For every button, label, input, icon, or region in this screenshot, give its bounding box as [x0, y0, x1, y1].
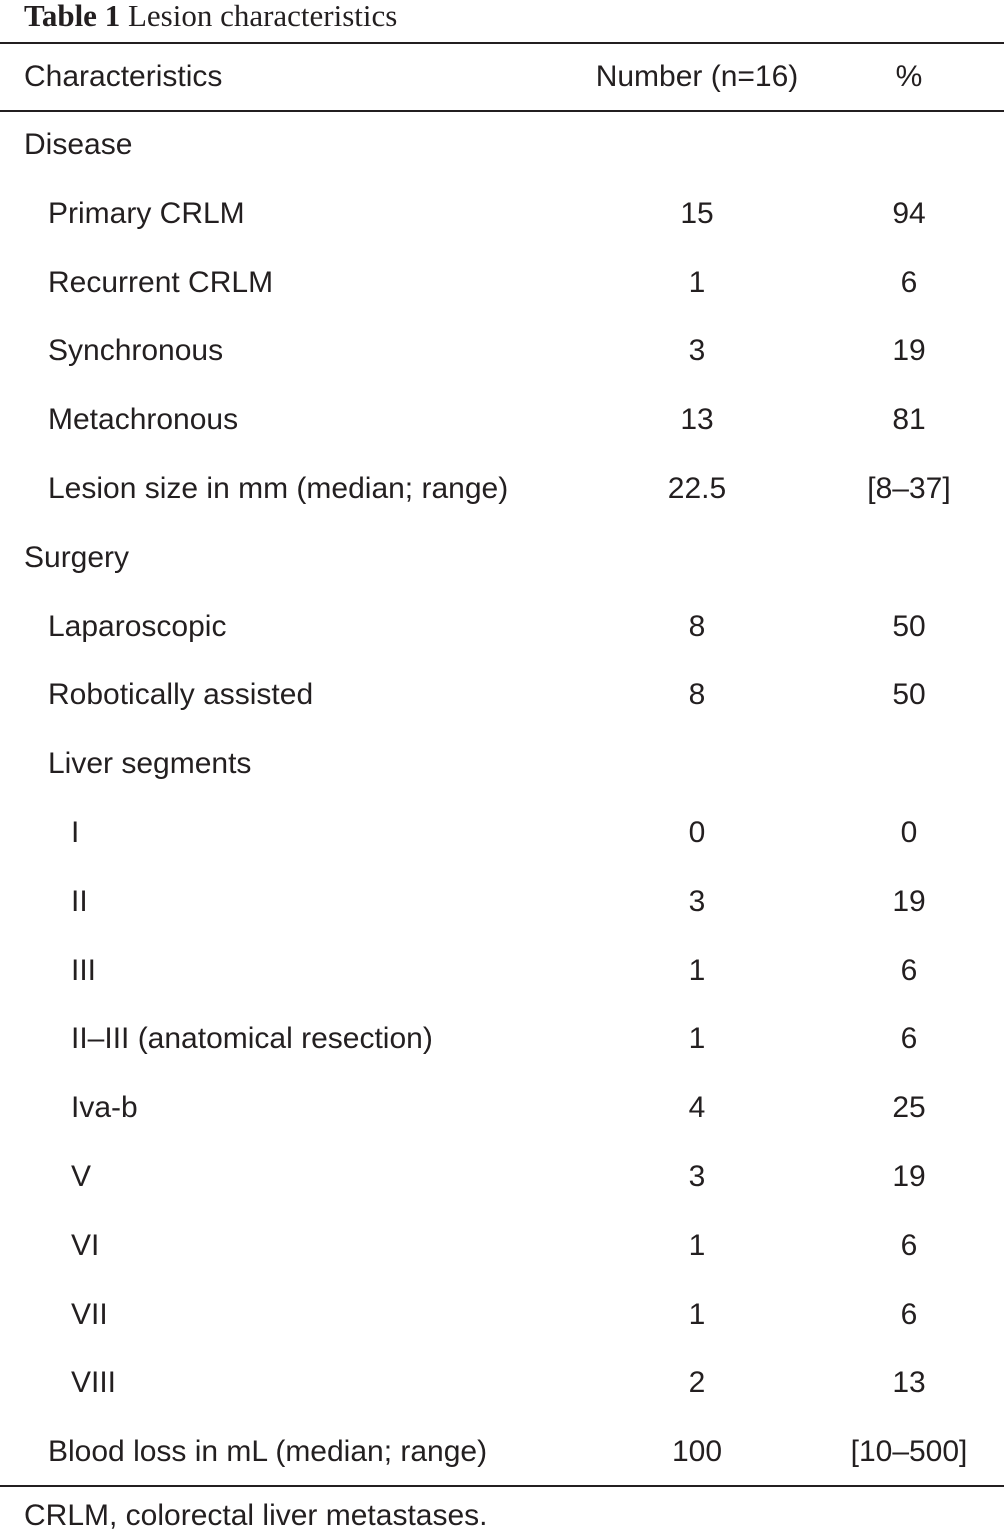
row-percent: 13: [892, 1366, 926, 1400]
row-percent: [8–37]: [867, 472, 951, 505]
table-row: [0, 662, 1004, 730]
table-row: [0, 594, 1004, 662]
row-number: 22.5: [667, 472, 727, 505]
table-row: [0, 1075, 1004, 1143]
row-number: 13: [680, 403, 714, 437]
row-percent: [820, 731, 998, 799]
row-number: 1: [688, 953, 706, 987]
table-row: [0, 1282, 1004, 1350]
table-header-row: [0, 44, 1004, 112]
table-row: [0, 318, 1004, 386]
row-percent: 19: [892, 334, 926, 368]
row-characteristic: Surgery: [24, 540, 130, 574]
table-caption: [24, 0, 397, 40]
row-characteristic: Primary CRLM: [48, 196, 245, 230]
row-percent: [820, 112, 998, 180]
row-characteristic: Iva-b: [71, 1091, 138, 1125]
row-characteristic: II: [71, 884, 88, 918]
row-characteristic: VIII: [71, 1366, 117, 1400]
row-percent: 19: [892, 884, 926, 918]
row-number: 1: [688, 1228, 706, 1262]
table-row: [0, 1006, 1004, 1074]
row-percent: 25: [892, 1091, 926, 1125]
table-row: [0, 869, 1004, 937]
row-number: 1: [688, 265, 706, 299]
row-characteristic: III: [71, 953, 97, 987]
row-characteristic: Metachronous: [48, 403, 239, 437]
table-row: [0, 525, 1004, 593]
row-number: 3: [688, 1160, 706, 1193]
row-percent: 94: [892, 196, 926, 230]
table-caption-title: Lesion characteristics: [127, 0, 398, 33]
row-percent: 50: [892, 609, 926, 643]
row-number: 1: [688, 1022, 706, 1056]
table-row: [0, 800, 1004, 868]
row-number: 8: [688, 609, 706, 643]
row-number: 15: [680, 196, 714, 230]
row-number: 0: [688, 816, 706, 849]
row-percent: 6: [900, 1297, 918, 1331]
row-number: 2: [688, 1366, 706, 1400]
table-row: [0, 250, 1004, 318]
table-row: [0, 456, 1004, 524]
row-percent: [10–500]: [850, 1435, 968, 1469]
row-characteristic: Synchronous: [48, 334, 224, 368]
row-percent: 19: [892, 1160, 926, 1193]
table-row: [0, 1213, 1004, 1281]
row-characteristic: Robotically assisted: [48, 678, 314, 712]
header-percent: %: [895, 60, 923, 93]
table-caption-label: Table 1: [24, 0, 121, 33]
table-bottom-rule: [0, 1485, 1004, 1487]
row-number: [577, 112, 817, 180]
header-number: Number (n=16): [595, 60, 799, 93]
row-percent: 6: [900, 1228, 918, 1262]
row-characteristic: Disease: [24, 128, 133, 161]
table-row: [0, 1419, 1004, 1487]
header-characteristics: Characteristics: [24, 60, 223, 93]
table-footnote: CRLM, colorectal liver metastases.: [24, 1499, 488, 1532]
row-percent: 81: [892, 403, 926, 437]
row-characteristic: Liver segments: [48, 747, 252, 781]
row-characteristic: Recurrent CRLM: [48, 265, 274, 299]
table-row: [0, 112, 1004, 180]
row-characteristic: Blood loss in mL (median; range): [48, 1435, 488, 1469]
table-row: [0, 387, 1004, 455]
table-row: [0, 938, 1004, 1006]
table-row: [0, 181, 1004, 249]
row-characteristic: VI: [71, 1228, 100, 1262]
row-number: [577, 525, 817, 593]
row-characteristic: Lesion size in mm (median; range): [48, 472, 509, 505]
row-percent: 6: [900, 265, 918, 299]
row-characteristic: VII: [71, 1297, 108, 1331]
row-number: 1: [688, 1297, 706, 1331]
row-percent: 0: [900, 816, 918, 849]
table-row: [0, 1144, 1004, 1212]
row-percent: 6: [900, 953, 918, 987]
row-characteristic: Laparoscopic: [48, 609, 227, 643]
table-row: [0, 1350, 1004, 1418]
row-number: 4: [688, 1091, 706, 1125]
row-percent: [820, 525, 998, 593]
row-characteristic: V: [71, 1160, 92, 1193]
row-number: 3: [688, 884, 706, 918]
row-number: [577, 731, 817, 799]
row-characteristic: I: [71, 816, 80, 849]
row-number: 8: [688, 678, 706, 712]
row-number: 100: [671, 1435, 723, 1469]
row-percent: 6: [900, 1022, 918, 1056]
row-number: 3: [688, 334, 706, 368]
table-row: [0, 731, 1004, 799]
row-percent: 50: [892, 678, 926, 712]
row-characteristic: II–III (anatomical resection): [71, 1022, 433, 1056]
